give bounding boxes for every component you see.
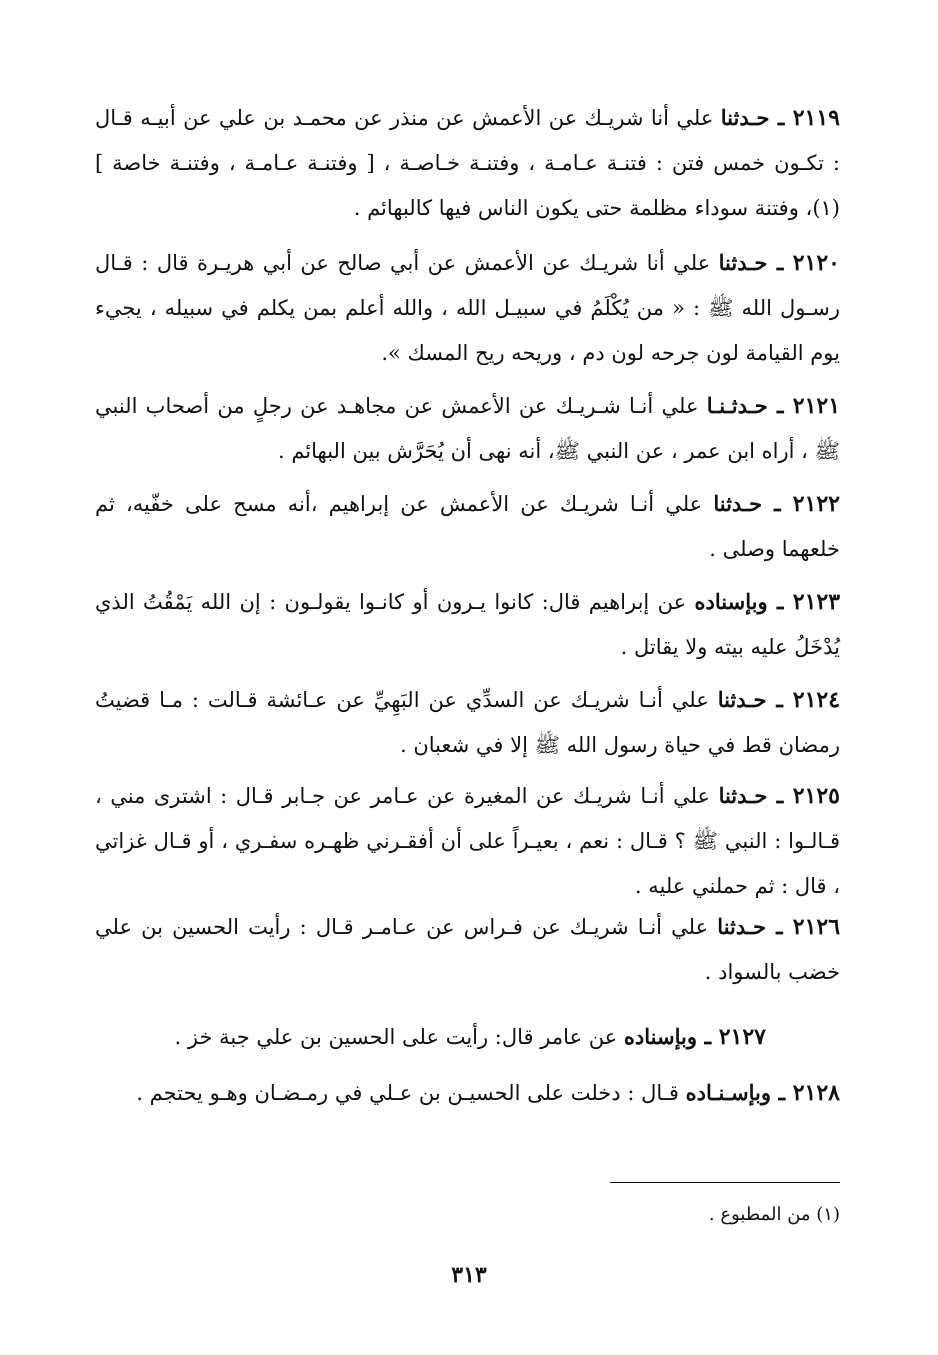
- hadith-number: ٢١٢٦: [792, 914, 841, 940]
- hadith-separator: ـ: [696, 1024, 719, 1050]
- hadith-text: علي أنا شريـك عن الأعمش عن أبي صالح عن أبي هريـرة قال : قـال رسـول الله ﷺ : « من يُكْلَمُ في سبيـل الله ، والله أعلم بمن يكلم في سبيله ، يجيء يوم القيامة لون جرحه لون دم ، وريحه ريح المسك ».: [95, 251, 840, 365]
- hadith-text: عن عامر قال: رأيت على الحسين بن علي جبة خز .: [174, 1025, 624, 1049]
- hadith-number: ٢١٢١: [792, 393, 841, 419]
- hadith-2123: [95, 579, 840, 670]
- hadith-number: ٢١٢٠: [792, 250, 840, 276]
- footnote: (١) من المطبوع .: [708, 1204, 840, 1225]
- hadith-heading: وبإسناده: [694, 589, 768, 614]
- hadith-2120: [95, 240, 840, 376]
- hadith-separator: ـ: [762, 491, 793, 517]
- hadith-2127: [95, 1014, 766, 1060]
- hadith-text: علي أنـا شريـك عن السدِّي عن البَهِيِّ عن عـائشة قـالت : مـا قضيتُ رمضان قط في حياة رسول الله ﷺ إلا في شعبان .: [95, 688, 840, 757]
- hadith-text: علي أنـا شـريـك عن الأعمش عن مجاهـد عن رجلٍ من أصحاب النبي ﷺ ، أراه ابن عمر ، عن النبي ﷺ، أنه نهى أن يُحَرَّش بين البهائم .: [95, 394, 840, 463]
- hadith-separator: ـ: [766, 914, 793, 940]
- hadith-number: ٢١٢٨: [792, 1080, 840, 1106]
- hadith-heading: وبإسناده: [623, 1024, 697, 1049]
- hadith-number: ٢١٢٥: [792, 783, 840, 809]
- hadith-text: علي أنـا شريـك عن الأعمش عن إبراهيم ،أنه مسح على خفّيه، ثم خلعهما وصلى .: [95, 492, 840, 561]
- hadith-heading: حـدثـنـا: [706, 393, 768, 418]
- hadith-number: ٢١٢٣: [792, 589, 841, 615]
- hadith-2125: [95, 773, 840, 909]
- hadith-2119: [95, 95, 840, 231]
- hadith-heading: حـدثنا: [720, 105, 770, 130]
- hadith-separator: ـ: [766, 687, 793, 713]
- hadith-2121: [95, 383, 840, 474]
- hadith-2122: [95, 481, 840, 572]
- hadith-heading: حـدثنا: [713, 491, 763, 516]
- hadith-2126: [95, 904, 840, 995]
- hadith-heading: حـدثنا: [717, 687, 767, 712]
- hadith-separator: ـ: [767, 783, 793, 809]
- hadith-text: قـال : دخلت على الحسيـن بن عـلي في رمـضـان وهـو يحتجم .: [136, 1081, 686, 1105]
- hadith-number: ٢١٢٤: [792, 687, 841, 713]
- page-number: ٣١٣: [451, 1262, 487, 1288]
- footnote-divider: [610, 1182, 840, 1183]
- hadith-heading: حـدثنا: [717, 914, 767, 939]
- hadith-text: علي أنـا شريـك عن المغيرة عن عـامر عن جـابر قـال : اشترى مني ، قـالـوا : النبي ﷺ ؟ قـال : نعم ، بعيـراً على أن أفقـرني ظهـره سفـري ، أو قـال غزاتي ، قال : ثم حملني عليه .: [95, 784, 840, 898]
- hadith-text: عن إبراهيم قال: كانوا يـرون أو كانـوا يقولـون : إن الله يَمْقُتُ الذي يُدْخَلُ عليه بيته ولا يقاتل .: [95, 590, 840, 659]
- hadith-separator: ـ: [767, 393, 793, 419]
- hadith-text: علي أنـا شريـك عن فـراس عن عـامـر قـال : رأيت الحسين بن علي خضب بالسواد .: [95, 915, 840, 984]
- hadith-heading: وبإسـنـاده: [685, 1080, 771, 1105]
- hadith-separator: ـ: [769, 105, 793, 131]
- hadith-number: ٢١١٩: [792, 105, 840, 131]
- hadith-separator: ـ: [767, 250, 793, 276]
- hadith-text: علي أنا شريـك عن الأعمش عن منذر عن محمـد بن علي عن أبيـه قـال : تكـون خمس فتن : فتنـة عـامـة ، وفتنـة خـاصـة ، [ وفتنـة عـامـة ، وفتنـة خاصة ] (١)، وفتنة سوداء مظلمة حتى يكون الناس فيها كالبهائم .: [95, 106, 840, 220]
- hadith-number: ٢١٢٢: [792, 491, 840, 517]
- hadith-2128: [95, 1070, 840, 1116]
- hadith-heading: حـدثنا: [718, 250, 768, 275]
- hadith-heading: حـدثنا: [718, 783, 768, 808]
- hadith-number: ٢١٢٧: [718, 1024, 766, 1050]
- hadith-separator: ـ: [770, 1080, 793, 1106]
- hadith-2124: [95, 677, 840, 768]
- hadith-separator: ـ: [767, 589, 793, 615]
